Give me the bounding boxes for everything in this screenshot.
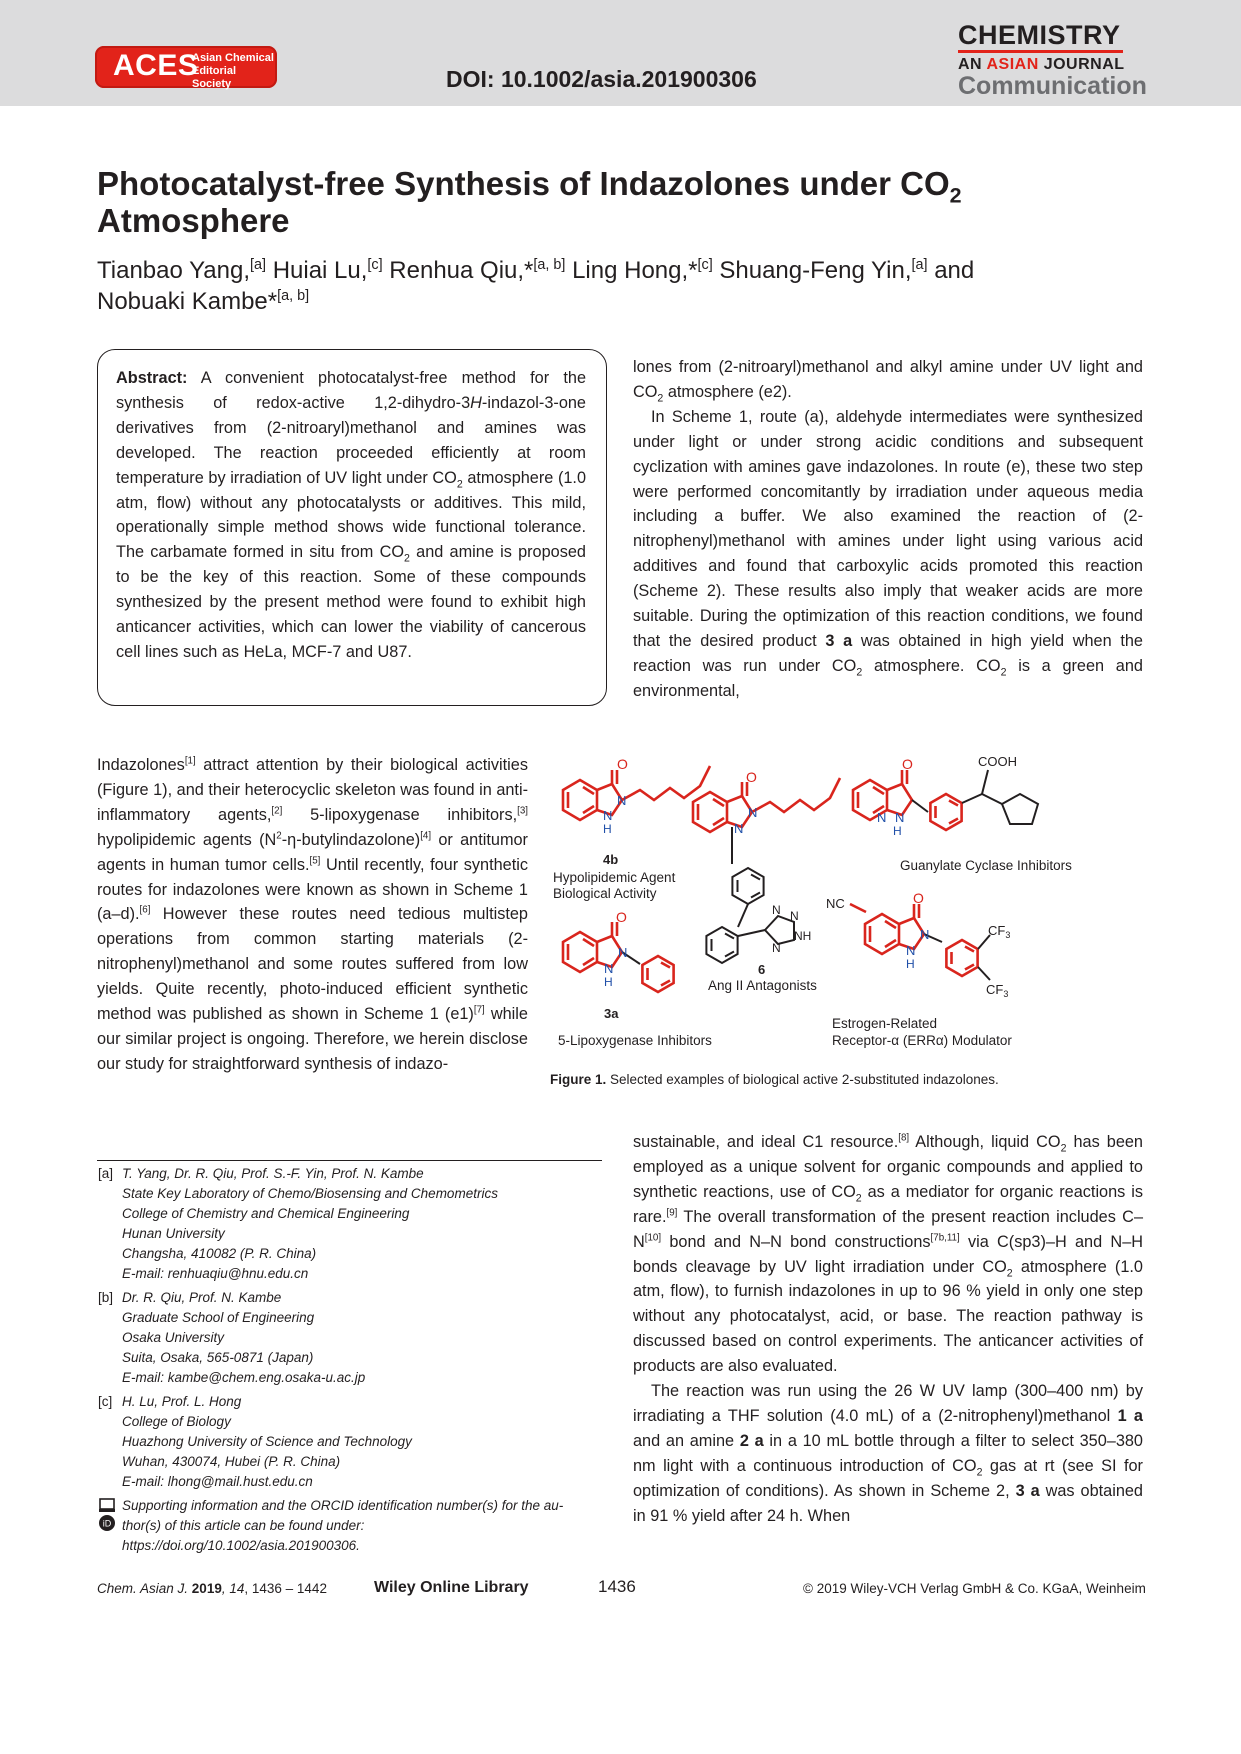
structure-caption: Hypolipidemic Agent xyxy=(553,870,676,885)
text: atmosphere. CO xyxy=(862,656,1001,675)
atom-label: N xyxy=(790,909,799,923)
compound-ref: 3 a xyxy=(825,631,853,650)
abstract-sub: 2 xyxy=(404,552,410,565)
journal-journal: JOURNAL xyxy=(1043,56,1125,73)
footer-year: 2019 xyxy=(188,1581,222,1596)
atom-label: N xyxy=(920,927,930,942)
wiley-online-library[interactable]: Wiley Online Library xyxy=(374,1579,529,1596)
author-affiliation-mark: [a] xyxy=(911,257,928,273)
text: The reaction was run using the 26 W UV lamp (300–400 nm) by irradiating a THF solution (4.0 mL) of a (2-nitrophenyl)methanol xyxy=(633,1382,1143,1425)
supporting-doi-link[interactable]: https://doi.org/10.1002/asia.201900306. xyxy=(122,1538,360,1553)
cf3-top-label: $CF_3$ xyxy=(988,923,1011,940)
author-affiliation-mark: [c] xyxy=(697,257,713,273)
text: in a 10 mL bottle through a filter to select 350–380 nm light with a continuous introduction of CO xyxy=(633,1431,1143,1475)
compound-label: 3a xyxy=(604,1006,619,1021)
author-affiliation-mark: [a, b] xyxy=(533,257,566,273)
text: bond and N–N bond constructions xyxy=(661,1232,931,1251)
atom-label: N xyxy=(895,810,905,825)
reference-link[interactable]: [9] xyxy=(666,1207,678,1219)
text: was obtained in 91 % yield after 24 h. When xyxy=(633,1481,1143,1525)
cf3-bottom-label: $CF_3$ xyxy=(986,982,1009,999)
footnote-rule xyxy=(97,1160,602,1161)
structure-caption: Ang II Antagonists xyxy=(708,978,817,993)
affiliation-line: Graduate School of Engineering xyxy=(122,1310,315,1325)
reference-link[interactable]: [10] xyxy=(644,1232,662,1244)
body-right-bottom xyxy=(633,1130,1143,1529)
structure-caption: 5-Lipoxygenase Inhibitors xyxy=(558,1033,712,1048)
affiliation-line: Hunan University xyxy=(122,1226,225,1241)
affiliation-line: T. Yang, Dr. R. Qiu, Prof. S.-F. Yin, Prof. N. Kambe xyxy=(122,1166,424,1181)
body-left-intro xyxy=(97,753,528,1077)
reference-link[interactable]: [6] xyxy=(139,905,151,917)
text: has been employed as a unique solvent for organic compounds and applied to synthetic reactions, use of CO xyxy=(633,1133,1143,1201)
paragraph xyxy=(633,405,1143,704)
journal-an: AN xyxy=(958,56,983,73)
figure-caption-text: Selected examples of biological active 2-substituted indazolones. xyxy=(606,1072,999,1087)
text: sustainable, and ideal C1 resource. xyxy=(633,1133,899,1151)
sub: 2 xyxy=(976,1466,983,1479)
text: is a green and environmental, xyxy=(633,656,1143,700)
abstract-text: and amine is proposed to be the key of this reaction. Some of these compounds synthesized by the present method were found to exhibit high anticancer activities, which can lower the viability of cancerous cell lines such as HeLa, MCF-7 and U87. xyxy=(116,543,586,661)
journal-asian: ASIAN xyxy=(986,56,1039,73)
abstract-text: A convenient photocatalyst-free method for the synthesis of redox-active 1,2-dihydro-3 xyxy=(116,369,586,412)
sub: 2 xyxy=(856,666,863,679)
atom-label: N xyxy=(906,943,916,958)
atom-label: O xyxy=(902,756,913,772)
title-part2: Atmosphere xyxy=(97,202,290,239)
author-name: Huiai Lu, xyxy=(272,257,368,284)
footer-citation xyxy=(97,1581,327,1596)
email-link[interactable]: E-mail: kambe@chem.eng.osaka-u.ac.jp xyxy=(122,1370,366,1385)
doi[interactable]: DOI: 10.1002/asia.201900306 xyxy=(446,66,757,92)
text: -η-butylindazolone) xyxy=(281,830,421,849)
computer-icon xyxy=(98,1496,116,1532)
atom-label: N xyxy=(603,808,613,823)
aces-logo xyxy=(95,46,277,88)
atom-label: N xyxy=(877,810,887,825)
affiliation-line: Wuhan, 430074, Hubei (P. R. China) xyxy=(122,1454,341,1469)
author-affiliation-mark: [c] xyxy=(367,257,383,273)
affiliation-line: Osaka University xyxy=(122,1330,225,1345)
supporting-line: thor(s) of this article can be found under: xyxy=(122,1518,365,1533)
text: gas at rt (see SI for optimization of conditions). As shown in Scheme 2, xyxy=(633,1456,1143,1500)
abstract-label: Abstract: xyxy=(116,369,188,387)
sub: 2 xyxy=(1000,666,1007,679)
reference-link[interactable]: [1] xyxy=(184,755,196,767)
paragraph xyxy=(633,355,1143,405)
supporting-lines xyxy=(122,1496,563,1556)
sub: 2 xyxy=(657,392,664,405)
sub: 2 xyxy=(1060,1142,1067,1155)
reference-link[interactable]: [5] xyxy=(309,855,321,867)
figure-1-caption xyxy=(550,1072,1110,1087)
author-affiliation-mark: [a, b] xyxy=(277,288,310,304)
atom-label: N xyxy=(604,961,614,976)
atom-label: O xyxy=(746,769,757,785)
text: hypolipidemic agents (N xyxy=(97,830,277,849)
structure-erra-modulator xyxy=(826,890,1012,1048)
affiliation-line: H. Lu, Prof. L. Hong xyxy=(122,1394,242,1409)
sub: 2 xyxy=(1006,1266,1013,1279)
author-name: Shuang-Feng Yin, xyxy=(719,257,912,284)
structure-caption: Biological Activity xyxy=(553,886,657,901)
aces-sub-line2: Editorial Society xyxy=(192,65,237,90)
affiliation-line: College of Biology xyxy=(122,1414,231,1429)
paragraph xyxy=(633,1130,1143,1379)
compound-ref: 1 a xyxy=(1117,1406,1143,1425)
text: attract attention by their biological activities (Figure 1), and their heterocyclic skeleton was found in anti-inflammatory agents, xyxy=(97,756,528,824)
text: Indazolones xyxy=(97,756,185,774)
author-list xyxy=(97,255,1057,317)
author-name: Renhua Qiu,* xyxy=(389,257,534,284)
text: The overall transformation of the present reaction includes C–N xyxy=(633,1207,1143,1251)
compound-ref: 2 a xyxy=(739,1431,764,1450)
sub: 2 xyxy=(855,1192,862,1205)
reference-link[interactable]: [3] xyxy=(517,805,528,817)
footer-volume: , 14 xyxy=(221,1581,245,1596)
structure-caption: Guanylate Cyclase Inhibitors xyxy=(900,858,1072,873)
atom-label: H xyxy=(603,822,612,836)
atom-label: N xyxy=(772,941,781,955)
affiliation-lines xyxy=(122,1288,365,1388)
structure-6 xyxy=(693,769,840,993)
supporting-icons xyxy=(98,1496,122,1556)
text: Until recently, four synthetic routes for indazolones were known as shown in Scheme 1 (a–d). xyxy=(97,855,528,924)
text: However these routes need tedious multistep operations from common starting materials (2-nitrophenyl)methanol and some routes suffered from low yields. Quite recently, photo-induced efficient synthetic method was published as shown in Scheme 1 (e1) xyxy=(97,905,528,1024)
affiliation-line: Suita, Osaka, 565-0871 (Japan) xyxy=(122,1350,314,1365)
aces-logo-subtitle xyxy=(192,52,277,91)
title-part1: Photocatalyst-free Synthesis of Indazolones under CO xyxy=(97,165,950,202)
author-name: Ling Hong,* xyxy=(572,257,698,284)
text: was obtained in high yield when the reaction was run under CO xyxy=(633,631,1143,675)
affiliation-b xyxy=(98,1288,608,1388)
article-type: Communication xyxy=(958,72,1147,100)
author-conjunction: and xyxy=(934,257,975,284)
copyright: © 2019 Wiley-VCH Verlag GmbH & Co. KGaA, Weinheim xyxy=(803,1581,1146,1596)
abstract-sub: 2 xyxy=(456,477,463,490)
author-name: Nobuaki Kambe* xyxy=(97,288,278,315)
text: lones from (2-nitroaryl)methanol and alkyl amine under UV light and CO xyxy=(633,358,1143,401)
affiliation-lines xyxy=(122,1392,412,1492)
atom-label: N xyxy=(618,945,628,960)
atom-label: N xyxy=(772,903,781,917)
structure-4b xyxy=(553,756,710,901)
supporting-line: Supporting information and the ORCID identification number(s) for the au- xyxy=(122,1498,564,1513)
affiliation-c xyxy=(98,1392,608,1492)
abstract-text: -indazol-3-one derivatives from (2-nitroaryl)methanol and amines was developed. The reaction proceeded efficiently at room temperature by irradiation of UV light under CO xyxy=(116,393,586,487)
text: Although, liquid CO xyxy=(909,1133,1061,1151)
atom-label: O xyxy=(616,909,627,925)
atom-label: N xyxy=(617,793,627,808)
affiliation-lines xyxy=(122,1164,498,1284)
compound-label: 4b xyxy=(603,852,619,867)
affiliation-tag: [a] xyxy=(98,1166,114,1181)
affiliation-line: State Key Laboratory of Chemo/Biosensing and Chemometrics xyxy=(122,1186,498,1201)
orcid-icon-text: iD xyxy=(102,1518,112,1529)
structure-caption: Receptor-α (ERRα) Modulator xyxy=(832,1033,1012,1048)
reference-link[interactable]: [7b,11] xyxy=(930,1232,960,1244)
compound-label: 6 xyxy=(758,962,766,977)
atom-label: COOH xyxy=(978,754,1017,769)
abstract xyxy=(116,366,586,665)
affiliation-line: College of Chemistry and Chemical Engineering xyxy=(122,1206,410,1221)
text: as a mediator for organic reactions is rare. xyxy=(633,1182,1143,1226)
text: and an amine xyxy=(633,1431,740,1450)
figure-1-structures xyxy=(550,752,1130,1052)
structure-3a xyxy=(558,909,712,1048)
affiliations xyxy=(98,1164,608,1556)
paragraph xyxy=(633,1379,1143,1528)
figure-label: Figure 1. xyxy=(550,1072,607,1087)
text: via C(sp3)–H and N–H bonds cleavage by UV light irradiation under CO xyxy=(633,1232,1144,1276)
structure-caption: Estrogen-Related xyxy=(832,1016,938,1031)
compound-ref: 3 a xyxy=(1015,1481,1040,1500)
affiliation-line: Dr. R. Qiu, Prof. N. Kambe xyxy=(122,1290,282,1305)
body-right-top xyxy=(633,355,1143,704)
atom-label: N xyxy=(734,821,744,836)
text: while our similar project is ongoing. Therefore, we herein disclose our study for straightforward synthesis of indazo- xyxy=(97,1005,528,1073)
reference-link[interactable]: [8] xyxy=(898,1132,910,1144)
affiliation-line: Changsha, 410082 (P. R. China) xyxy=(122,1246,317,1261)
text: 5-lipoxygenase inhibitors, xyxy=(282,805,518,824)
text: or antitumor agents in human tumor cells. xyxy=(97,830,528,874)
atom-label: H xyxy=(906,957,915,971)
atom-label: NH xyxy=(794,929,812,943)
affiliation-tag: [b] xyxy=(98,1290,114,1305)
affiliation-line: Huazhong University of Science and Technology xyxy=(122,1434,412,1449)
abstract-text: atmosphere (1.0 atm, flow) without any photocatalysts or additives. This mild, operationally simple method shows wide functional tolerance. The carbamate formed in situ from CO xyxy=(116,468,586,562)
email-link[interactable]: E-mail: renhuaqiu@hnu.edu.cn xyxy=(122,1266,309,1281)
aces-sub-line1: Asian Chemical xyxy=(192,52,274,64)
abstract-italic: H xyxy=(470,393,482,412)
reference-link[interactable]: [7] xyxy=(473,1004,485,1016)
reference-link[interactable]: [4] xyxy=(420,830,432,842)
author-affiliation-mark: [a] xyxy=(250,257,267,273)
reference-link[interactable]: [2] xyxy=(271,805,283,817)
atom-label: N xyxy=(748,805,758,820)
footer-journal: Chem. Asian J. xyxy=(97,1581,189,1596)
atom-label: O xyxy=(913,890,924,906)
aces-logo-word: ACES xyxy=(113,49,199,82)
atom-label: H xyxy=(893,824,902,838)
title-sub: 2 xyxy=(949,183,962,208)
journal-rule xyxy=(958,50,1123,53)
article-title xyxy=(97,165,997,239)
text: atmosphere (1.0 atm, flow), to furnish indazolones in up to 96 % yield in only one step without any photocatalyst, acid, or base. The reaction pathway is discussed based on control experiments. The anticancer activities of products are also evaluated. xyxy=(633,1257,1143,1376)
atom-label: O xyxy=(617,756,628,772)
text: atmosphere (e2). xyxy=(663,382,792,401)
page-number: 1436 xyxy=(598,1577,636,1596)
email-link[interactable]: E-mail: lhong@mail.hust.edu.cn xyxy=(122,1474,313,1489)
supporting-info xyxy=(98,1496,608,1556)
atom-label: NC xyxy=(826,896,845,911)
affiliation-a xyxy=(98,1164,608,1284)
author-name: Tianbao Yang, xyxy=(97,257,251,284)
text: In Scheme 1, route (a), aldehyde intermediates were synthesized under light or under strong acidic conditions and subsequent cyclization with amines gave indazolones. In route (e), these two step were performed concomitantly by irradiation under aqueous media including a buffer. We also examined the reaction of (2-nitrophenyl)methanol with amines under light using various acid additives and found that carboxylic acids promoted this reaction (Scheme 2). These results also imply that weaker acids are more suitable. During the optimization of this reaction conditions, we found that the desired product xyxy=(633,407,1143,650)
superscript: 2 xyxy=(276,830,282,842)
journal-name: CHEMISTRY xyxy=(958,20,1121,50)
structure-guanylate-cyclase xyxy=(853,754,1072,873)
affiliation-tag: [c] xyxy=(98,1394,113,1409)
atom-label: H xyxy=(604,975,613,989)
footer-pages: , 1436 – 1442 xyxy=(244,1581,327,1596)
